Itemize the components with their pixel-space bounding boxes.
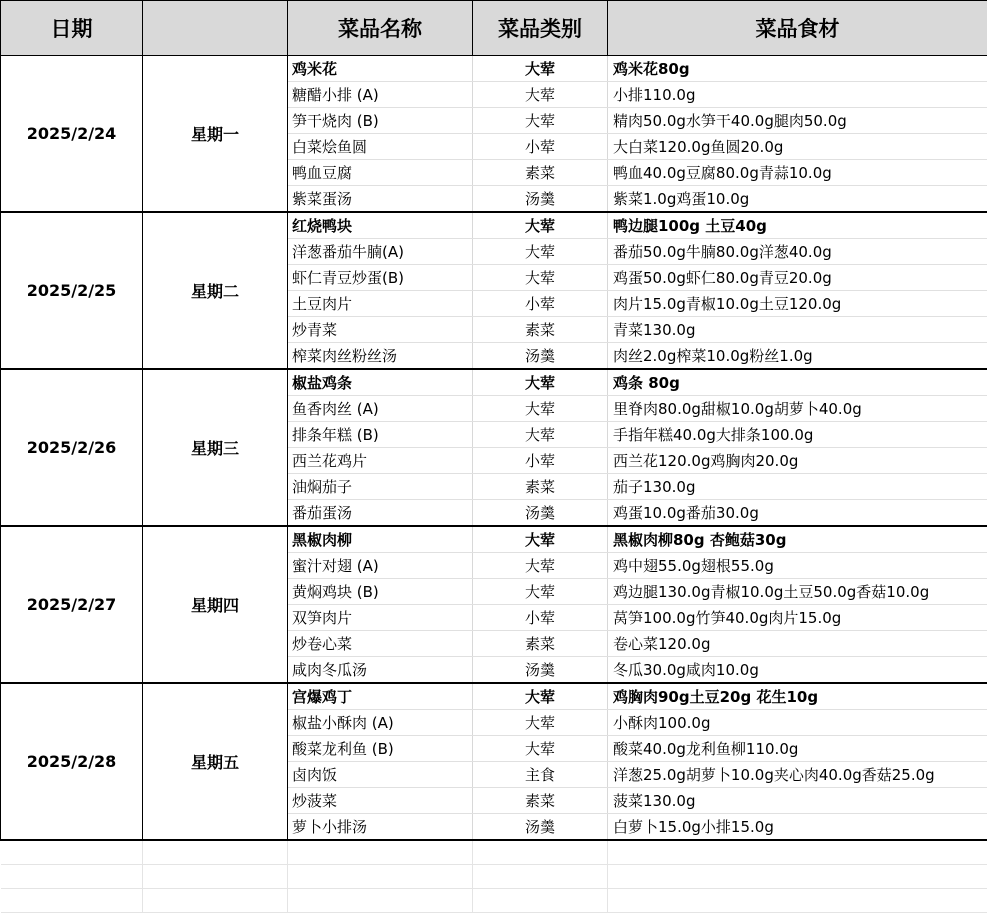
dish-category-cell[interactable]: 汤羹 xyxy=(473,500,608,527)
ingredients-cell[interactable]: 鸡米花80g xyxy=(608,56,987,82)
ingredients-cell[interactable]: 黑椒肉柳80g 杏鲍菇30g xyxy=(608,526,987,553)
ingredients-cell[interactable]: 鸭边腿100g 土豆40g xyxy=(608,212,987,239)
dish-name-cell[interactable]: 椒盐小酥肉 (A) xyxy=(288,710,473,736)
ingredients-cell[interactable]: 洋葱25.0g胡萝卜10.0g夹心肉40.0g香菇25.0g xyxy=(608,762,987,788)
dish-category-cell[interactable]: 小荤 xyxy=(473,134,608,160)
header-row xyxy=(1,1,987,56)
header-weekday[interactable] xyxy=(143,1,288,56)
weekday-cell[interactable]: 星期四 xyxy=(143,526,288,683)
ingredients-cell[interactable]: 紫菜1.0g鸡蛋10.0g xyxy=(608,186,987,213)
empty-row xyxy=(1,889,987,913)
dish-category-cell[interactable]: 大荤 xyxy=(473,369,608,396)
dish-category-cell[interactable]: 小荤 xyxy=(473,291,608,317)
dish-name-cell[interactable]: 番茄蛋汤 xyxy=(288,500,473,527)
date-cell[interactable]: 2025/2/24 xyxy=(1,56,143,213)
dish-name-cell[interactable]: 酸菜龙利鱼 (B) xyxy=(288,736,473,762)
dish-name-cell[interactable]: 宫爆鸡丁 xyxy=(288,683,473,710)
dish-name-cell[interactable]: 炒青菜 xyxy=(288,317,473,343)
ingredients-cell[interactable]: 番茄50.0g牛腩80.0g洋葱40.0g xyxy=(608,239,987,265)
dish-name-cell[interactable]: 紫菜蛋汤 xyxy=(288,186,473,213)
ingredients-cell[interactable]: 西兰花120.0g鸡胸肉20.0g xyxy=(608,448,987,474)
ingredients-cell[interactable]: 肉片15.0g青椒10.0g土豆120.0g xyxy=(608,291,987,317)
empty-row xyxy=(1,840,987,865)
dish-category-cell[interactable]: 大荤 xyxy=(473,579,608,605)
header-date[interactable]: 日期 xyxy=(1,1,143,56)
dish-name-cell[interactable]: 萝卜小排汤 xyxy=(288,814,473,841)
header-ingredients[interactable]: 菜品食材 xyxy=(608,1,987,56)
ingredients-cell[interactable]: 小酥肉100.0g xyxy=(608,710,987,736)
dish-name-cell[interactable]: 黄焖鸡块 (B) xyxy=(288,579,473,605)
ingredients-cell[interactable]: 肉丝2.0g榨菜10.0g粉丝1.0g xyxy=(608,343,987,370)
dish-category-cell[interactable]: 素菜 xyxy=(473,317,608,343)
weekday-cell[interactable]: 星期五 xyxy=(143,683,288,840)
dish-category-cell[interactable]: 汤羹 xyxy=(473,814,608,841)
ingredients-cell[interactable]: 鸡中翅55.0g翅根55.0g xyxy=(608,553,987,579)
ingredients-cell[interactable]: 莴笋100.0g竹笋40.0g肉片15.0g xyxy=(608,605,987,631)
dish-category-cell[interactable]: 大荤 xyxy=(473,212,608,239)
dish-name-cell[interactable]: 炒菠菜 xyxy=(288,788,473,814)
menu-body xyxy=(1,56,987,841)
ingredients-cell[interactable]: 鸡蛋10.0g番茄30.0g xyxy=(608,500,987,527)
dish-category-cell[interactable]: 大荤 xyxy=(473,526,608,553)
dish-name-cell[interactable]: 白菜烩鱼圆 xyxy=(288,134,473,160)
ingredients-cell[interactable]: 酸菜40.0g龙利鱼柳110.0g xyxy=(608,736,987,762)
dish-name-cell[interactable]: 虾仁青豆炒蛋(B) xyxy=(288,265,473,291)
empty-row xyxy=(1,865,987,889)
ingredients-cell[interactable]: 里脊肉80.0g甜椒10.0g胡萝卜40.0g xyxy=(608,396,987,422)
dish-name-cell[interactable]: 蜜汁对翅 (A) xyxy=(288,553,473,579)
dish-name-cell[interactable]: 油焖茄子 xyxy=(288,474,473,500)
ingredients-cell[interactable]: 鸡边腿130.0g青椒10.0g土豆50.0g香菇10.0g xyxy=(608,579,987,605)
dish-category-cell[interactable]: 大荤 xyxy=(473,108,608,134)
dish-category-cell[interactable]: 大荤 xyxy=(473,736,608,762)
header-dish-category[interactable]: 菜品类别 xyxy=(473,1,608,56)
dish-name-cell[interactable]: 红烧鸭块 xyxy=(288,212,473,239)
ingredients-cell[interactable]: 冬瓜30.0g咸肉10.0g xyxy=(608,657,987,684)
weekday-cell[interactable]: 星期一 xyxy=(143,56,288,213)
dish-category-cell[interactable]: 素菜 xyxy=(473,474,608,500)
weekday-cell[interactable]: 星期三 xyxy=(143,369,288,526)
ingredients-cell[interactable]: 茄子130.0g xyxy=(608,474,987,500)
dish-category-cell[interactable]: 大荤 xyxy=(473,82,608,108)
dish-name-cell[interactable]: 鸭血豆腐 xyxy=(288,160,473,186)
date-cell[interactable]: 2025/2/27 xyxy=(1,526,143,683)
ingredients-cell[interactable]: 青菜130.0g xyxy=(608,317,987,343)
dish-category-cell[interactable]: 大荤 xyxy=(473,265,608,291)
date-cell[interactable]: 2025/2/28 xyxy=(1,683,143,840)
ingredients-cell[interactable]: 手指年糕40.0g大排条100.0g xyxy=(608,422,987,448)
dish-name-cell[interactable]: 黑椒肉柳 xyxy=(288,526,473,553)
ingredients-cell[interactable]: 鸡蛋50.0g虾仁80.0g青豆20.0g xyxy=(608,265,987,291)
dish-category-cell[interactable]: 大荤 xyxy=(473,553,608,579)
ingredients-cell[interactable]: 鸭血40.0g豆腐80.0g青蒜10.0g xyxy=(608,160,987,186)
dish-name-cell[interactable]: 鱼香肉丝 (A) xyxy=(288,396,473,422)
dish-category-cell[interactable]: 大荤 xyxy=(473,56,608,82)
table-row xyxy=(1,212,987,239)
ingredients-cell[interactable]: 卷心菜120.0g xyxy=(608,631,987,657)
dish-name-cell[interactable]: 双笋肉片 xyxy=(288,605,473,631)
dish-name-cell[interactable]: 土豆肉片 xyxy=(288,291,473,317)
dish-category-cell[interactable]: 素菜 xyxy=(473,631,608,657)
dish-category-cell[interactable]: 大荤 xyxy=(473,710,608,736)
dish-category-cell[interactable]: 大荤 xyxy=(473,422,608,448)
dish-category-cell[interactable]: 汤羹 xyxy=(473,343,608,370)
table-row xyxy=(1,56,987,82)
dish-category-cell[interactable]: 汤羹 xyxy=(473,657,608,684)
header-dish-name[interactable]: 菜品名称 xyxy=(288,1,473,56)
ingredients-cell[interactable]: 白萝卜15.0g小排15.0g xyxy=(608,814,987,841)
dish-name-cell[interactable]: 西兰花鸡片 xyxy=(288,448,473,474)
dish-name-cell[interactable]: 卤肉饭 xyxy=(288,762,473,788)
table-row xyxy=(1,369,987,396)
table-row xyxy=(1,526,987,553)
dish-category-cell[interactable]: 素菜 xyxy=(473,788,608,814)
dish-category-cell[interactable]: 汤羹 xyxy=(473,186,608,213)
date-cell[interactable]: 2025/2/25 xyxy=(1,212,143,369)
dish-name-cell[interactable]: 洋葱番茄牛腩(A) xyxy=(288,239,473,265)
ingredients-cell[interactable]: 鸡胸肉90g土豆20g 花生10g xyxy=(608,683,987,710)
empty-rows xyxy=(1,840,987,913)
dish-name-cell[interactable]: 糖醋小排 (A) xyxy=(288,82,473,108)
ingredients-cell[interactable]: 大白菜120.0g鱼圆20.0g xyxy=(608,134,987,160)
ingredients-cell[interactable]: 菠菜130.0g xyxy=(608,788,987,814)
dish-category-cell[interactable]: 素菜 xyxy=(473,160,608,186)
dish-category-cell[interactable]: 主食 xyxy=(473,762,608,788)
dish-category-cell[interactable]: 大荤 xyxy=(473,683,608,710)
ingredients-cell[interactable]: 小排110.0g xyxy=(608,82,987,108)
dish-category-cell[interactable]: 大荤 xyxy=(473,396,608,422)
ingredients-cell[interactable]: 鸡条 80g xyxy=(608,369,987,396)
dish-name-cell[interactable]: 炒卷心菜 xyxy=(288,631,473,657)
ingredients-cell[interactable]: 精肉50.0g水笋干40.0g腿肉50.0g xyxy=(608,108,987,134)
dish-name-cell[interactable]: 椒盐鸡条 xyxy=(288,369,473,396)
dish-name-cell[interactable]: 排条年糕 (B) xyxy=(288,422,473,448)
dish-category-cell[interactable]: 小荤 xyxy=(473,605,608,631)
dish-category-cell[interactable]: 小荤 xyxy=(473,448,608,474)
dish-name-cell[interactable]: 鸡米花 xyxy=(288,56,473,82)
dish-category-cell[interactable]: 大荤 xyxy=(473,239,608,265)
dish-name-cell[interactable]: 笋干烧肉 (B) xyxy=(288,108,473,134)
dish-name-cell[interactable]: 榨菜肉丝粉丝汤 xyxy=(288,343,473,370)
dish-name-cell[interactable]: 咸肉冬瓜汤 xyxy=(288,657,473,684)
date-cell[interactable]: 2025/2/26 xyxy=(1,369,143,526)
table-row xyxy=(1,683,987,710)
weekday-cell[interactable]: 星期二 xyxy=(143,212,288,369)
